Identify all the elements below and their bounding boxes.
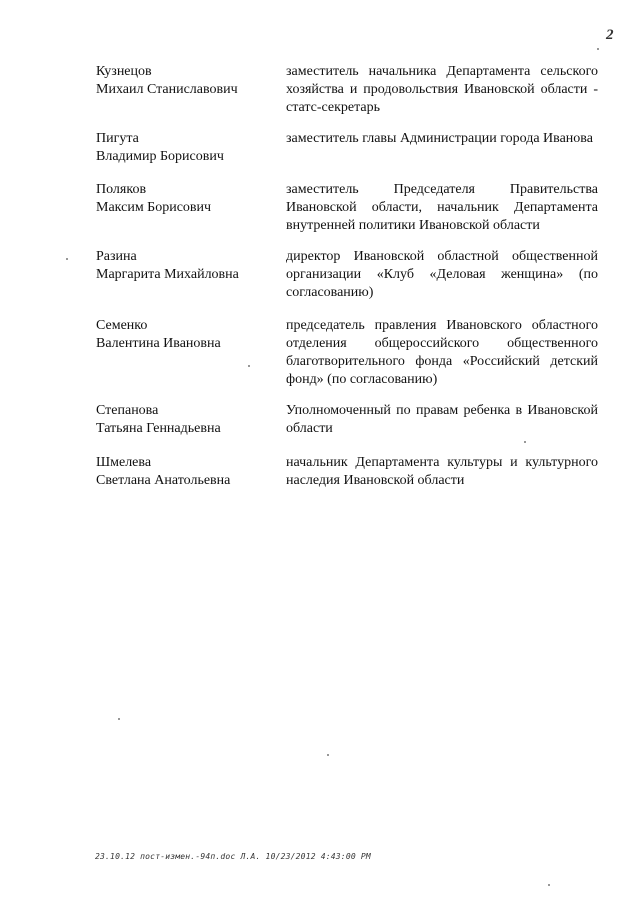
member-position: начальник Департамента культуры и культурного наследия Ивановской области — [286, 455, 598, 488]
scan-speck — [66, 258, 68, 260]
member-name — [96, 454, 276, 490]
member-position: заместитель Председателя Правительства Ивановской области, начальник Департамента внутренней политики Ивановской области — [286, 182, 598, 233]
member-name — [96, 63, 276, 99]
member-given-names: Владимир Борисович — [96, 149, 224, 164]
member-name — [96, 402, 276, 438]
member-surname: Семенко — [96, 318, 148, 333]
scan-speck — [248, 365, 250, 367]
scan-speck — [548, 884, 550, 886]
scan-speck — [118, 718, 120, 720]
member-name — [96, 248, 276, 284]
document-footer: 23.10.12 пост-измен.-94п.doc Л.А. 10/23/2012 4:43:00 PM — [95, 852, 371, 861]
scan-speck — [524, 441, 526, 443]
member-given-names: Валентина Ивановна — [96, 336, 221, 351]
member-name — [96, 130, 276, 166]
member-surname: Пигута — [96, 131, 139, 146]
member-position: Уполномоченный по правам ребенка в Ивановской области — [286, 403, 598, 436]
member-position: заместитель начальника Департамента сельского хозяйства и продовольствия Ивановской области - статс-секретарь — [286, 64, 598, 115]
member-given-names: Михаил Станиславович — [96, 82, 238, 97]
member-position: заместитель главы Администрации города Иванова — [286, 131, 593, 146]
member-given-names: Маргарита Михайловна — [96, 267, 239, 282]
member-position: председатель правления Ивановского областного отделения общероссийского общественного благотворительного фонда «Российский детский фонд» (по согласованию) — [286, 318, 598, 387]
member-given-names: Максим Борисович — [96, 200, 212, 215]
scan-speck — [327, 754, 329, 756]
member-given-names: Светлана Анатольевна — [96, 473, 231, 488]
member-surname: Разина — [96, 249, 137, 264]
member-surname: Кузнецов — [96, 64, 152, 79]
member-surname: Поляков — [96, 182, 147, 197]
member-name — [96, 181, 276, 217]
member-given-names: Татьяна Геннадьевна — [96, 421, 221, 436]
page-number: 2 — [606, 27, 614, 43]
member-position: директор Ивановской областной общественной организации «Клуб «Деловая женщина» (по согласованию) — [286, 249, 598, 300]
scan-speck — [597, 48, 599, 50]
member-surname: Шмелева — [96, 455, 152, 470]
member-surname: Степанова — [96, 403, 159, 418]
member-name — [96, 317, 276, 353]
